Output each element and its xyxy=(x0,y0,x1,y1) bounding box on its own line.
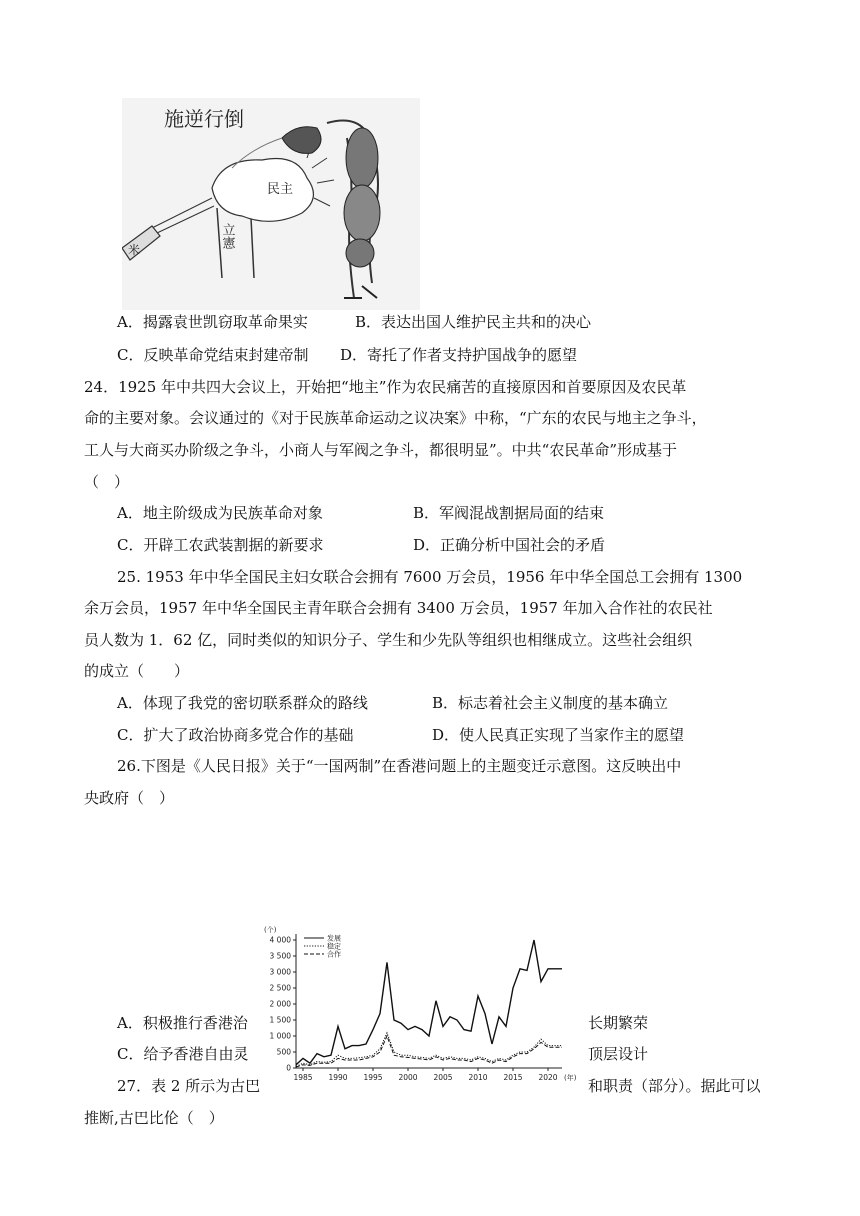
q24-option-a: A．地主阶级成为民族革命对象 xyxy=(117,504,323,522)
y-tick-label: 3 000 xyxy=(269,967,291,977)
cartoon-pillar-text: 立憲 xyxy=(219,223,235,249)
q25-stem-line-1: 25. 1953 年中华全国民主妇女联合会拥有 7600 万会员，1956 年中华全国总工会拥有 1300 xyxy=(117,568,743,586)
legend-label-3: 合作 xyxy=(327,950,341,959)
x-tick-label: 2010 xyxy=(468,1073,488,1082)
y-tick-label: 500 xyxy=(276,1047,291,1057)
q24-option-b: B．军阀混战割据局面的结束 xyxy=(413,504,605,522)
x-tick-label: 2015 xyxy=(503,1073,523,1082)
q27-stem-line-1-start: 27．表 2 所示为古巴 xyxy=(117,1077,261,1095)
q25-option-a: A．体现了我党的密切联系群众的路线 xyxy=(117,694,368,712)
q26-stem-line-2: 央政府（ ） xyxy=(84,789,175,807)
q26-option-b: 长期繁荣 xyxy=(588,1014,649,1032)
q23-option-b: B．表达出国人维护民主共和的决心 xyxy=(355,313,592,331)
q23-option-a: A．揭露袁世凯窃取革命果实 xyxy=(117,313,308,331)
q24-stem-line-2: 命的主要对象。会议通过的《对于民族革命运动之议决案》中称，“广东的农民与地主之争斗， xyxy=(84,409,707,427)
cartoon-hand-label: 米 xyxy=(128,243,141,257)
y-tick-label: 2 000 xyxy=(269,999,291,1009)
cartoon-illustration xyxy=(122,98,420,310)
y-tick-label: 4 000 xyxy=(269,935,291,945)
q24-option-c: C．开辟工农武装割据的新要求 xyxy=(117,536,324,554)
q23-option-d: D．寄托了作者支持护国战争的愿望 xyxy=(340,346,578,364)
x-unit-label: (年) xyxy=(564,1074,577,1082)
line-chart xyxy=(262,920,582,1096)
q26-stem-line-1: 26.下图是《人民日报》关于“一国两制”在香港问题上的主题变迁示意图。这反映出中 xyxy=(117,757,682,775)
series-line-1 xyxy=(296,940,562,1065)
x-tick-label: 1995 xyxy=(363,1073,383,1082)
q27-stem-line-2: 推断,古巴比伦（ ） xyxy=(84,1109,224,1127)
q26-option-d: 顶层设计 xyxy=(588,1045,649,1063)
q24-stem-line-3: 工人与大商买办阶级之争斗，小商人与军阀之争斗，都很明显”。中共“农民革命”形成基于 xyxy=(84,441,678,459)
x-tick-label: 1990 xyxy=(328,1073,348,1082)
q26-option-c: C．给予香港自由灵 xyxy=(117,1045,249,1063)
q24-stem-line-1: 24．1925 年中共四大会议上，开始把“地主”作为农民痛苦的直接原因和首要原因及农民革 xyxy=(84,378,687,396)
q25-stem-line-2: 余万会员，1957 年中华全国民主青年联合会拥有 3400 万会员，1957 年加入合作社的农民社 xyxy=(84,599,713,617)
y-tick-label: 3 500 xyxy=(269,951,291,961)
q25-option-b: B．标志着社会主义制度的基本确立 xyxy=(432,694,669,712)
y-tick-label: 0 xyxy=(286,1063,291,1073)
x-tick-label: 2005 xyxy=(433,1073,453,1082)
q25-option-c: C．扩大了政治协商多党合作的基础 xyxy=(117,726,354,744)
y-unit-label: (个) xyxy=(264,926,277,934)
y-tick-label: 1 500 xyxy=(269,1015,291,1025)
q23-option-c: C．反映革命党结束封建帝制 xyxy=(117,346,309,364)
q25-stem-line-4: 的成立（ ） xyxy=(84,662,190,680)
theme-trend-chart xyxy=(262,920,582,1096)
x-tick-label: 2020 xyxy=(538,1073,558,1082)
legend-label-2: 稳定 xyxy=(327,942,341,951)
q25-option-d: D．使人民真正实现了当家作主的愿望 xyxy=(432,726,685,744)
q24-stem-line-4: （ ） xyxy=(84,473,130,491)
x-tick-label: 2000 xyxy=(398,1073,418,1082)
q26-option-a: A．积极推行香港治 xyxy=(117,1014,248,1032)
q25-stem-line-3: 员人数为 1．62 亿，同时类似的知识分子、学生和少先队等组织也相继成立。这些社会组织 xyxy=(84,631,693,649)
y-tick-label: 2 500 xyxy=(269,983,291,993)
legend-label-1: 发展 xyxy=(327,934,341,943)
cartoon-title: 施逆行倒 xyxy=(164,107,244,131)
cartoon-bubble-text: 民主 xyxy=(267,182,294,197)
cartoon-drawing xyxy=(122,98,420,310)
y-tick-label: 1 000 xyxy=(269,1031,291,1041)
q27-stem-line-1-end: 和职责（部分）。据此可以 xyxy=(588,1077,761,1095)
q24-option-d: D．正确分析中国社会的矛盾 xyxy=(413,536,606,554)
x-tick-label: 1985 xyxy=(293,1073,313,1082)
